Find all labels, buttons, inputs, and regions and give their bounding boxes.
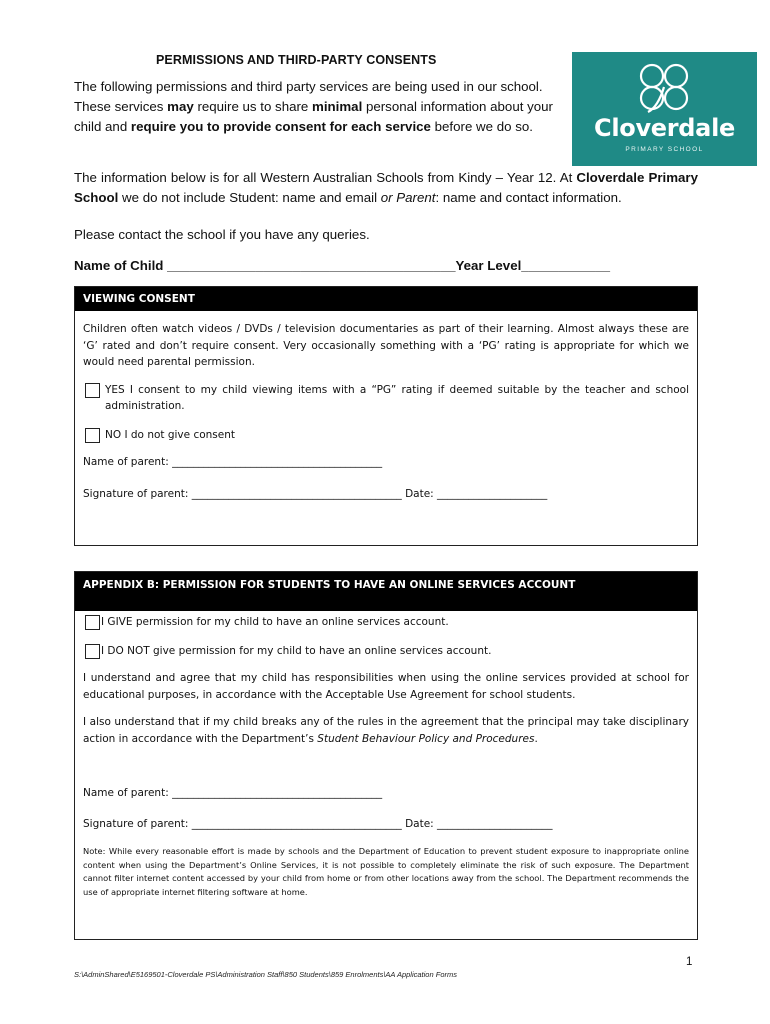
viewing-consent-header: VIEWING CONSENT [75,287,697,311]
year-level-field[interactable]: Year Level____________ [455,258,611,273]
signature-field[interactable]: Signature of parent: ________________________________________ Date: ______________________ [83,817,553,830]
viewing-consent-section [74,286,698,546]
intro-bold-minimal: minimal [312,99,363,114]
disciplinary-text: I also understand that if my child breaks any of the rules in the agreement that the principal may take disciplinary action in accordance with the Department’s [83,716,689,745]
viewing-consent-body: Children often watch videos / DVDs / television documentaries as part of their learning. Almost always these are ‘G’ rated and don’t require consent. Very occasionally something with a ‘PG’ rating is appropriate for which we would need parental permission. [83,323,689,368]
name-of-parent-field[interactable]: Name of parent: ________________________________________ [83,456,383,468]
intro-bold-consent: require you to provide consent for each service [130,119,431,134]
name-of-parent-field[interactable]: Name of parent: ________________________________________ [83,787,383,799]
agreement-paragraph: I understand and agree that my child has responsibilities when using the online services provided at school for educational purposes, in accordance with the Acceptable Use Agreement for school students. [83,672,689,701]
intro-bold-may: may [167,99,194,114]
queries-text: Please contact the school if you have any queries. [74,227,370,242]
disclaimer-note: Note: While every reasonable effort is made by schools and the Department of Education to prevent student exposure to inappropriate online content when using the Department’s Online Services, it is not possible to completely eliminate the risk of such exposure. The Department cannot filter internet content accessed by your child from home or from other locations away from the school. The Department recommends the use of appropriate internet filtering software at home. [83,846,689,897]
intro-text: require us to share [193,99,313,114]
deny-permission-option[interactable] [83,643,689,660]
consent-yes-option[interactable] [83,382,689,415]
consent-no-label: NO I do not give consent [105,428,235,441]
footer-file-path: S:\AdminShared\E5169501-Cloverdale PS\Administration Staff\850 Students\859 Enrolments\AA Application Forms [74,970,457,979]
info-text: we do not include Student: name and email [118,190,381,205]
give-permission-option[interactable] [83,614,689,631]
appendix-b-header: APPENDIX B: PERMISSION FOR STUDENTS TO HAVE AN ONLINE SERVICES ACCOUNT [75,572,697,611]
deny-permission-label: I DO NOT give permission for my child to have an online services account. [101,644,492,657]
signature-field[interactable]: Signature of parent: ________________________________________ Date: _____________________ [83,487,548,500]
info-italic: or Parent [380,190,436,205]
checkbox[interactable] [85,615,100,630]
info-school-name: Cloverdale Primary School [74,170,698,205]
checkbox[interactable] [85,383,100,398]
intro-text: The following permissions and third party services are being used in our school. These services [74,79,543,114]
intro-paragraph [74,77,566,137]
intro-text: before we do so. [430,119,533,134]
disciplinary-end: . [534,732,538,745]
consent-yes-label: YES I consent to my child viewing items with a “PG” rating if deemed suitable by the teacher and school administration. [105,383,689,412]
appendix-b-section [74,571,698,940]
disciplinary-paragraph [83,714,689,747]
info-paragraph [74,168,698,208]
consent-no-option[interactable] [83,427,689,444]
page-number: 1 [686,956,693,968]
policy-title: Student Behaviour Policy and Procedures [317,732,535,745]
logo-name: Cloverdale [594,114,735,142]
name-of-child-field[interactable]: Name of Child _______________________________________ [74,258,456,273]
checkbox[interactable] [85,644,100,659]
logo-subtitle: PRIMARY SCHOOL [625,146,704,153]
checkbox[interactable] [85,428,100,443]
child-fields [74,258,698,273]
intro-text: personal information about your child and [74,99,553,134]
page-title: PERMISSIONS AND THIRD-PARTY CONSENTS [156,53,437,67]
school-logo [572,52,757,166]
info-text: : name and contact information. [435,190,622,205]
give-permission-label: I GIVE permission for my child to have an online services account. [101,616,449,628]
info-text: The information below is for all Western Australian Schools from Kindy – Year 12. At [74,170,577,185]
